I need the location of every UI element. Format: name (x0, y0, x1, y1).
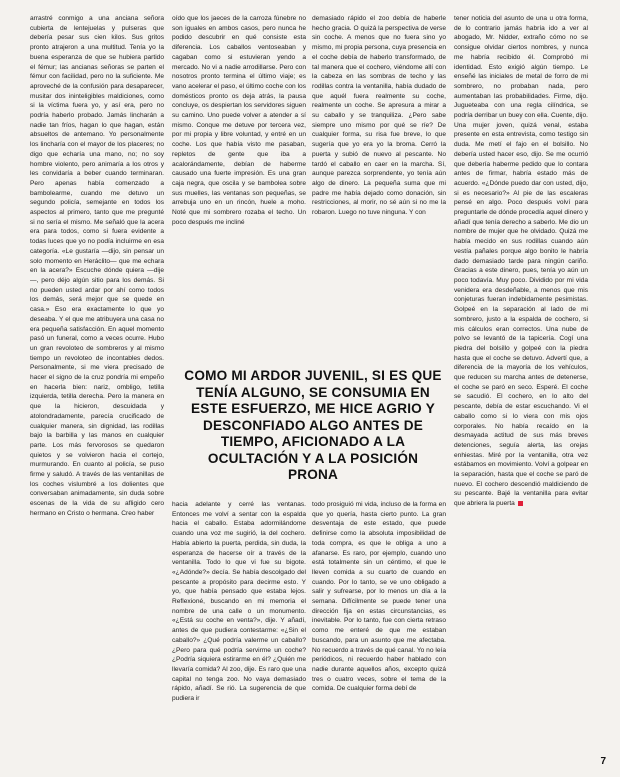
article-column-1 (30, 14, 164, 759)
article-column-3-bottom (312, 500, 446, 762)
pull-quote: COMO MI ARDOR JUVENIL, SI ES QUE TENÍA ALGUNO, SE CONSUMIA EN ESTE ESFUERZO, ME HICE AGRIO Y DESCONFIADO ALGO ANTES DE TIEMPO, AFICIONADO A LA OCULTACIÓN Y A LA POSICIÓN PRONA (184, 368, 442, 482)
article-text (454, 14, 588, 509)
article-text: arrastré conmigo a una anciana señora cubierta de lentejuelas y pulseras que debería pesar sus cien kilos. Sus gritos pronto atrajeron a una multitud. Tenía yo la buena esperanza de que se hubiera partido el fémur; las ancianas señoras se parten el fémur con facilidad, pero no la suficiente. Me aproveché de la confusión para desaparecer, musitar dos ininteligibles maldiciones, como si la víctima fuera yo, y así era, pero no podría haberlo probado. Jamás lincharán a nadie tan fríos, hagan lo que hagan, están absueltos de antemano. Yo personalmente los lincharía con el mayor de los placeres; no digo que echaría una mano, no; no soy hombre violento, pero animaría a los otros y les convidaría a beber cuando terminaran. Pero apenas había comenzado a bambolearme, cuando me detuvo un segundo policía, semejante en todos los aspectos al primero, tanto que me pregunté si no sería el mismo. Me señaló que la acera era para todos, como si fuera evidente a todas luces que yo no podía incluirme en esa categoría. «Le gustaría —dijo, sin pensar un solo momento en Heráclito— que me echara en la acera?» Escuche dónde quiera —dije—, pero déjo algún sitio para los demás. Si no pueden usted ardar por ahí como todos los demás, será mejor que se quede en casa.» Eso era exactamente lo que yo deseaba. Y el que me atribuyera una casa no era pequeña satisfacción. En aquel momento pasó un funeral, como a veces ocurre. Hubo un gran revoloteo de sombreros y al mismo tiempo un revoloteo de incontables dedos. Personalmente, si me viera precisado de hacer el signo de la cruz pondría mi empeño en hacerla bien: nariz, ombligo, tetilla izquierda, tetilla derecha. Pero la manera en que la hicieron, descuidada y atolondradamente, parecía crucificado de cualquier manera, sin dignidad, las rodillas bajo la barbilla y las manos en cualquier parte. Los más fervorosos se quedaron quietos y se volvieron hacia el cortejo, murmurando. En cuanto al policía, se puso firme y saludó. A través de las ventanillas de los coches vislumbré a los dolientes que conversaban animadamente, sin duda sobre escenas de la vida de su afligido cero hermano en Cristo o hermana. Creo haber (30, 15, 164, 517)
article-text: hacia adelante y cerré las ventanas. Entonces me volví a sentar con la espalda hacia el caballo. Estaba adormilándome cuando una voz me sugirió, la del cochero. Había abierto la puerta, perdida, sin duda, la esperanza de hacerse oír a través de la ventanilla. Todo lo que vi fue su bigote. «¿Adónde?» decía. Se había descolgado del pescante a propósito para decirme esto. Y yo, que había pensado que estaba lejos. Reflexioné, buscando en mi memoria el nombre de una calle o un monumento. «¿Está su coche en venta?», dije. Y añadí, antes de que pudiera contestarme: «¿Sin el caballo?» ¿Qué podría valerme un caballo? ¿Pero para qué podría servirme un coche? ¿Podría siquiera estirarme en él? ¿Quién me llevaría comida? Al zoo, dije. Es raro que una capital no tenga zoo. No vaya demasiado rápido, añadí. Se rió. La sugerencia de que pudiera ir (172, 501, 306, 703)
article-text: todo prosiguió mi vida, incluso de la forma en que yo quería, hasta cierto punto. La gran desventaja de este estado, que puede definirse como la absoluta imposibilidad de toda compra, es que le obliga a uno a afanarse. Es raro, por ejemplo, cuando uno está totalmente sin un céntimo, el que le lleven comida a su cuarto de cuando en cuando. Por lo tanto, se ve uno obligado a salir y sufrearse, por lo menos un día a la semana. Difícilmente se puede tener una dirección fija en estas circunstancias, es inevitable. Por lo tanto, fue con cierta retraso como me enteré de que me estaban buscando, para un asunto que me afectaba. No recuerdo a través de qué canal. Yo no leía periódicos, ni recuerdo haber hablado con nadie durante aquellos años, excepto quizá tres o cuatro veces, sobre el tema de la comida. De cualquier forma debí de (312, 501, 446, 693)
article-text: oído que los jaeces de la carroza fúnebre no son iguales en ambos casos, pero nunca he podido descubrir en qué consiste esta diferencia. Los caballos ventoseaban y cagaban como si estuvieran yendo a mercado. No vi a nadie arrodillarse. Pero con nosotros pronto termina el último viaje; es vano acelerar el paso, el último coche con los domésticos pronto os deja atrás, la pausa concluye, os despiertan los servidores siguen su camino. Uno puede volver a atender a sí mismo. Conque me detuve por tercera vez, por mi propia y libre voluntad, y entré en un coche. Los que había visto me pasaban, repletos de gente que iba a acalorándamente, debían de haberme causado una fuerte impresión. Es una gran caja negra, que oscila y se bambolea sobre sus muelles, las ventanas son pequeñas, se arrebuja uno en un rincón, huele a moho. Noté que mi sombrero rozaba el techo. Un poco después me incliné (172, 15, 306, 226)
page-number: 7 (600, 756, 606, 767)
article-column-2-top (172, 14, 306, 344)
article-text-end: tener noticia del asunto de una u otra forma, de lo contrario jamás habría ido a ver al abogado, Mr. Nidder, extraño cómo no se consigue olvidar ciertos nombres, y nunca me habría recibido él. Comprobó mi identidad. Esto exigió algún tiempo. Le enseñé las iniciales de metal de forro de mi sombrero, no probaban nada, pero aumentaban las probabilidades. Firme, dijo. Jugueteaba con una regla cilíndrica, se podría derribar un buey con ella. Cuente, dijo. Una mujer joven, quizá venal, estaba presente en esta entrevista, como testigo sin duda. Me metí el fajo en el bolsillo. No debería usted hacer eso, dijo. Se me ocurrió que debería haberme pedido que lo contara antes de firmar, habría estado más de acuerdo. «¿Dónde puedo dar con usted, dijo, si es necesario?» Al pie de las escaleras pensé en algo. Poco después volví para preguntarle de dónde procedía aquel dinero y añadí que tenía derecho a saberlo. Me dio un nombre de mujer que he olvidado. Quizá me había mecido en sus rodillas cuando aún vestía pañales porque algo bonito le habría dado demasiado tarde para ningún cariño. Gracias a este dinero, pues, tenía yo aún un poco todavía. Muy poco. Dividido por mi vida venidera era desdeñable, a menos que mis conjeturas fueran indebidamente pesimistas. Golpeé en la separación al lado de mi sombrero, justo a la espalda de cochero, si mis cálculos eran correctos. Una nube de polvo se levantó de la tapicería. Cogí una piedra del bolsillo y golpeé con la piedra hasta que el coche se detuvo. Advertí que, a diferencia de la mayoría de los vehículos, que reducen su marcha antes de detenerse, el coche se paró en seco. Esperé. El coche se sacudió. El cochero, en lo alto del pescante, debía de estar escuchando. Vi el caballo como si lo viera con mis ojos corporales. No había recaído en la desmayada actitud de sus más breves detenciones, seguía alerta, las orejas enhiestas. Miré por la ventanilla, otra vez estábamos en movimiento. Volví a golpear en la separación, hasta que el coche se paró de nuevo. El cochero descendió maldiciendo de su pescante. Bajé la ventanilla para evitar que abriera la puerta (454, 15, 588, 508)
end-of-article-mark (518, 501, 523, 506)
article-column-4 (454, 14, 588, 759)
article-text: demasiado rápido el zoo debía de haberle hecho gracia. O quizá la perspectiva de verse sin coche. A menos que no fuera sino yo mismo, mi propia persona, cuya presencia en el coche debía de haberlo transformado, de tal manera que el cochero, viéndome allí con la cabeza en las sombras de techo y las rodillas contra la ventanilla, había dudado de que aquél fuera realmente su coche, realmente un coche. Se apresura a mirar a su caballo y se tranquiliza. ¿Pero sabe siempre uno mismo por qué se ríe? De cualquier forma, su risa fue breve, lo que sugería que yo era yo la broma. Cerró la puerta y subió de nuevo al pescante. No tardó el caballo en caer en la marcha. Sí, aunque parezca sorprendente, yo tenía aún algo de dinero. La pequeña suma que mi padre me había dejado como donación, sin restricciones, al morir, no sé aún si no me la robaron. Luego no tuve ninguna. Y con (312, 15, 446, 217)
article-column-3-top (312, 14, 446, 344)
article-column-2-bottom (172, 500, 306, 762)
